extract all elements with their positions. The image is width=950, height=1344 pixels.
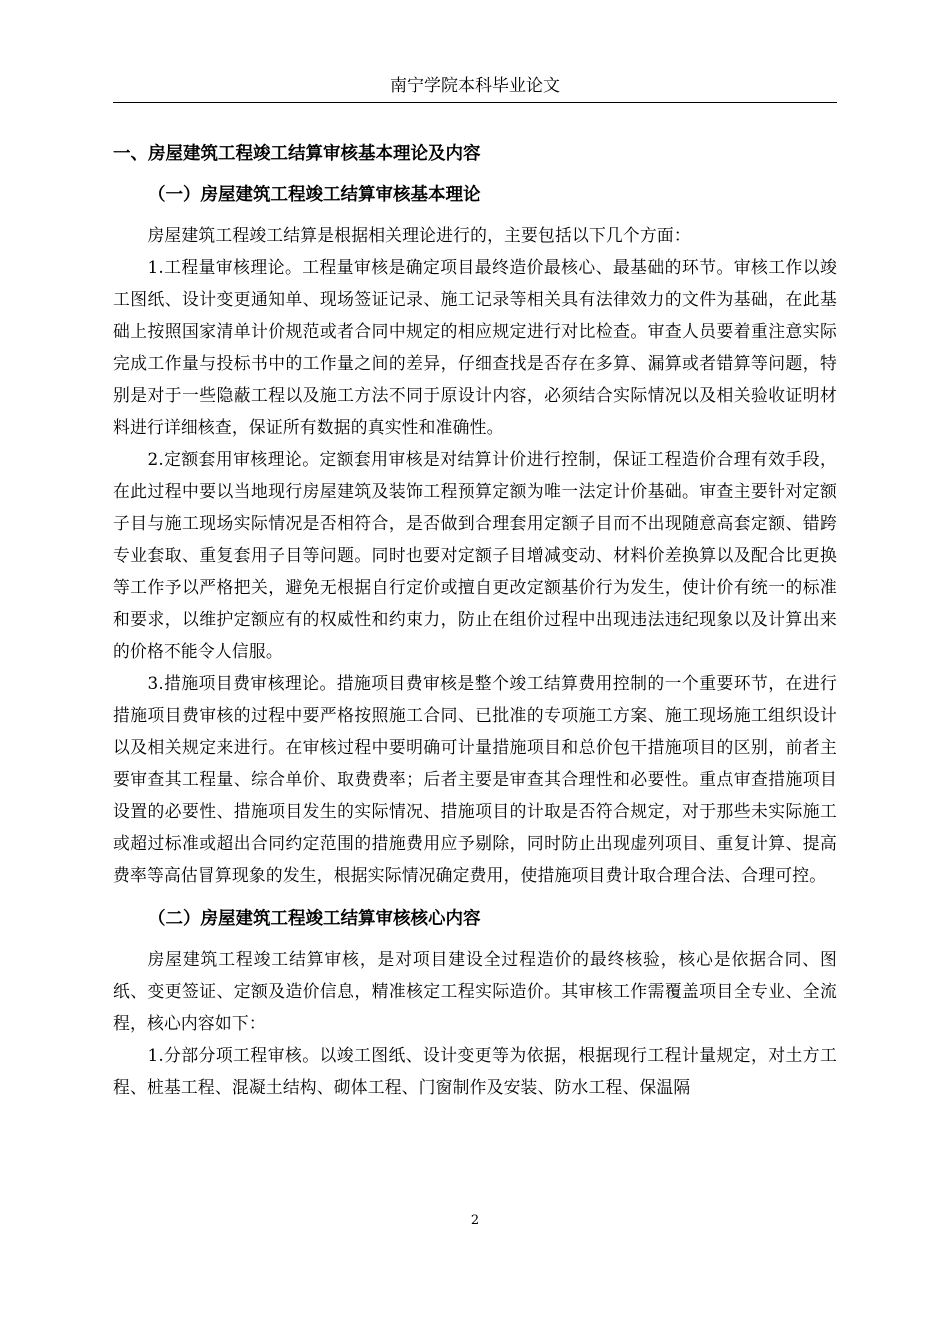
paragraph-subitem-review: 1.分部分项工程审核。以竣工图纸、设计变更等为依据，根据现行工程计量规定，对土方工程、桩基工程、混凝土结构、砌体工程、门窗制作及安装、防水工程、保温隔 <box>113 1045 837 1097</box>
page-number: 2 <box>470 1213 480 1228</box>
paragraph-quantity-review: 1.工程量审核理论。工程量审核是确定项目最终造价最核心、最基础的环节。审核工作以竣工图纸、设计变更通知单、现场签证记录、施工记录等相关具有法律效力的文件为基础，在此基础上按照国家清单计价规范或者合同中规定的相应规定进行对比检查。审查人员要着重注意实际完成工作量与投标书中的工作量之间的差异，仔细查找是否存在多算、漏算或者错算等问题，特别是对于一些隐蔽工程以及施工方法不同于原设计内容，必须结合实际情况以及相关验收证明材料进行详细核查，保证所有数据的真实性和准确性。 <box>113 257 837 437</box>
page-header-title: 南宁学院本科毕业论文 <box>390 76 560 96</box>
header-divider <box>113 102 837 103</box>
paragraph-quota-review: 2.定额套用审核理论。定额套用审核是对结算计价进行控制，保证工程造价合理有效手段，在此过程中要以当地现行房屋建筑及装饰工程预算定额为唯一法定计价基础。审查主要针对定额子目与施工现场实际情况是否相符合，是否做到合理套用定额子目而不出现随意高套定额、错跨专业套取、重复套用子目等问题。同时也要对定额子目增减变动、材料价差换算以及配合比更换等工作予以严格把关，避免无根据自行定价或擅自更改定额基价行为发生，使计价有统一的标准和要求，以维护定额应有的权威性和约束力，防止在组价过程中出现违法违纪现象以及计算出来的价格不能令人信服。 <box>113 449 837 661</box>
paragraph-theory-intro: 房屋建筑工程竣工结算是根据相关理论进行的，主要包括以下几个方面： <box>147 225 691 245</box>
subsection-heading-theory: （一）房屋建筑工程竣工结算审核基本理论 <box>148 185 481 205</box>
paragraph-measures-review: 3.措施项目费审核理论。措施项目费审核是整个竣工结算费用控制的一个重要环节，在进行措施项目费审核的过程中要严格按照施工合同、已批准的专项施工方案、施工现场施工组织设计以及相关规定来进行。在审核过程中要明确可计量措施项目和总价包干措施项目的区别，前者主要审查其工程量、综合单价、取费费率；后者主要是审查其合理性和必要性。重点审查措施项目设置的必要性、措施项目发生的实际情况、措施项目的计取是否符合规定，对于那些未实际施工或超过标准或超出合同约定范围的措施费用应予剔除，同时防止出现虚列项目、重复计算、提高费率等高估冒算现象的发生，根据实际情况确定费用，使措施项目费计取合理合法、合理可控。 <box>113 673 837 885</box>
subsection-heading-core-content: （二）房屋建筑工程竣工结算审核核心内容 <box>148 909 481 929</box>
document-body <box>113 136 837 1103</box>
paragraph-core-intro: 房屋建筑工程竣工结算审核，是对项目建设全过程造价的最终核验，核心是依据合同、图纸、变更签证、定额及造价信息，精准核定工程实际造价。其审核工作需覆盖项目全专业、全流程，核心内容如下： <box>113 949 837 1033</box>
section-heading: 一、房屋建筑工程竣工结算审核基本理论及内容 <box>113 144 481 164</box>
